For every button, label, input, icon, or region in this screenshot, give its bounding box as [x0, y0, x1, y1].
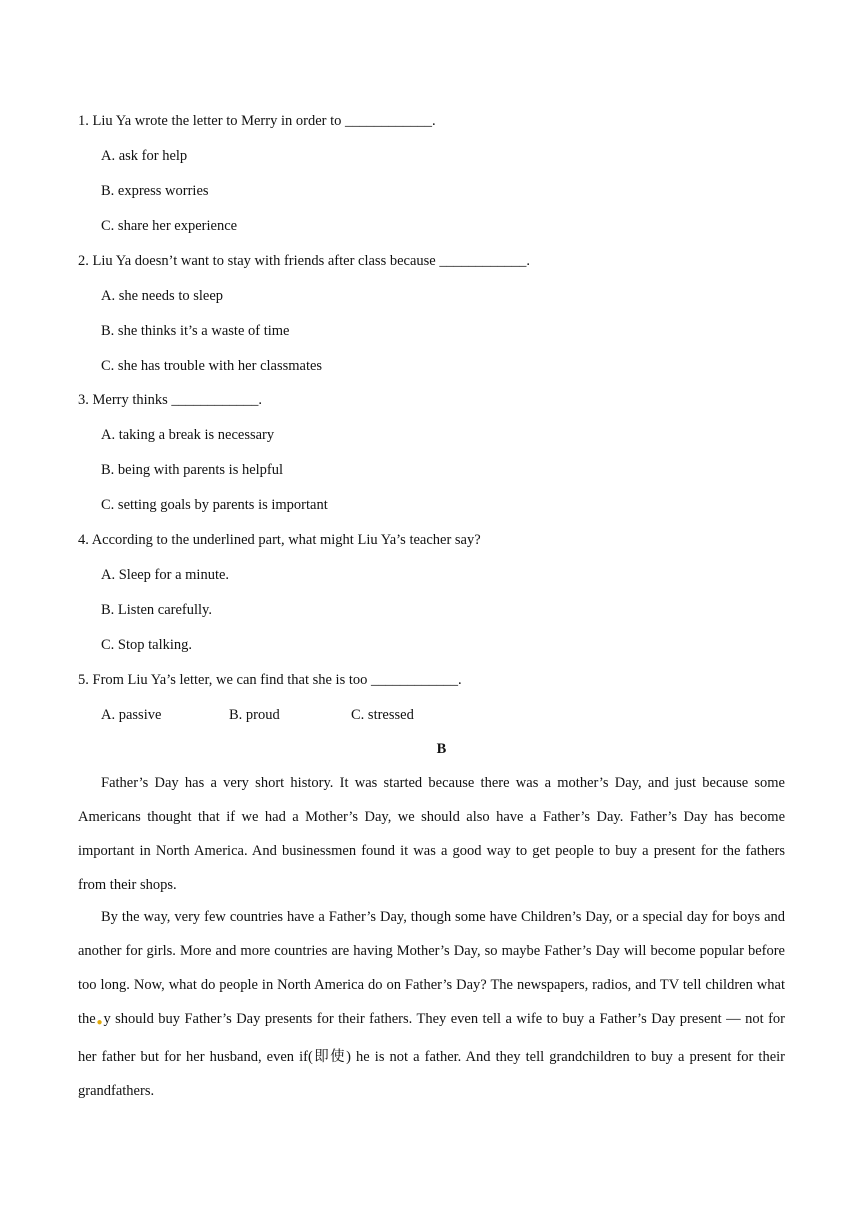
question-3-option-a: A. taking a break is necessary: [101, 427, 275, 443]
question-1-stem: 1. Liu Ya wrote the letter to Merry in order to ____________.: [78, 113, 436, 129]
question-1-option-c: C. share her experience: [101, 218, 238, 234]
question-5-option-c: C. stressed: [351, 707, 414, 723]
passage-paragraph-2-part-1: By the way, very few countries have a Father’s Day, though some have Children’s Day, or a special day for boys and another for girls. More and more countries are having Mother’s Day, so maybe Father’s Day will become popular before too long. Now, what do people in North America do on Father’s Day? The newspapers, radios, and TV tell children what the: [78, 909, 785, 1027]
question-4-option-b: B. Listen carefully.: [101, 602, 212, 618]
question-4-option-a: A. Sleep for a minute.: [101, 567, 230, 583]
question-5-stem: 5. From Liu Ya’s letter, we can find that she is too ____________.: [78, 672, 462, 688]
passage-paragraph-1: Father’s Day has a very short history. It was started because there was a mother’s Day, and just because some Americans thought that if we had a Mother’s Day, we should also have a Father’s Day. Father’s Day has become important in North America. And businessmen found it was a good way to get people to buy a present for the fathers from their shops.: [78, 775, 785, 893]
section-title: B: [436, 741, 447, 757]
question-5-option-a: A. passive: [101, 707, 162, 723]
stray-dot-mark: ●: [95, 1017, 104, 1028]
question-2-option-c: C. she has trouble with her classmates: [101, 358, 323, 374]
question-1-option-a: A. ask for help: [101, 148, 188, 164]
passage-paragraph-2: [78, 900, 785, 1108]
question-3-option-c: C. setting goals by parents is important: [101, 497, 328, 513]
question-4-option-c: C. Stop talking.: [101, 637, 193, 653]
question-3-option-b: B. being with parents is helpful: [101, 462, 284, 478]
question-2-option-a: A. she needs to sleep: [101, 288, 224, 304]
question-5-option-b: B. proud: [229, 707, 280, 723]
passage-paragraph-2-part-2: y should buy Father’s Day presents for their fathers. They even tell a wife to buy a Father’s Day present — not for her father but for her husband, even if(即使) he is not a father. And they tell grandchildren to buy a present for their grandfathers.: [78, 1011, 785, 1099]
question-2-stem: 2. Liu Ya doesn’t want to stay with friends after class because ____________.: [78, 253, 530, 269]
question-1-option-b: B. express worries: [101, 183, 209, 199]
question-3-stem: 3. Merry thinks ____________.: [78, 392, 263, 408]
question-2-option-b: B. she thinks it’s a waste of time: [101, 323, 290, 339]
question-4-stem: 4. According to the underlined part, what might Liu Ya’s teacher say?: [78, 532, 481, 548]
